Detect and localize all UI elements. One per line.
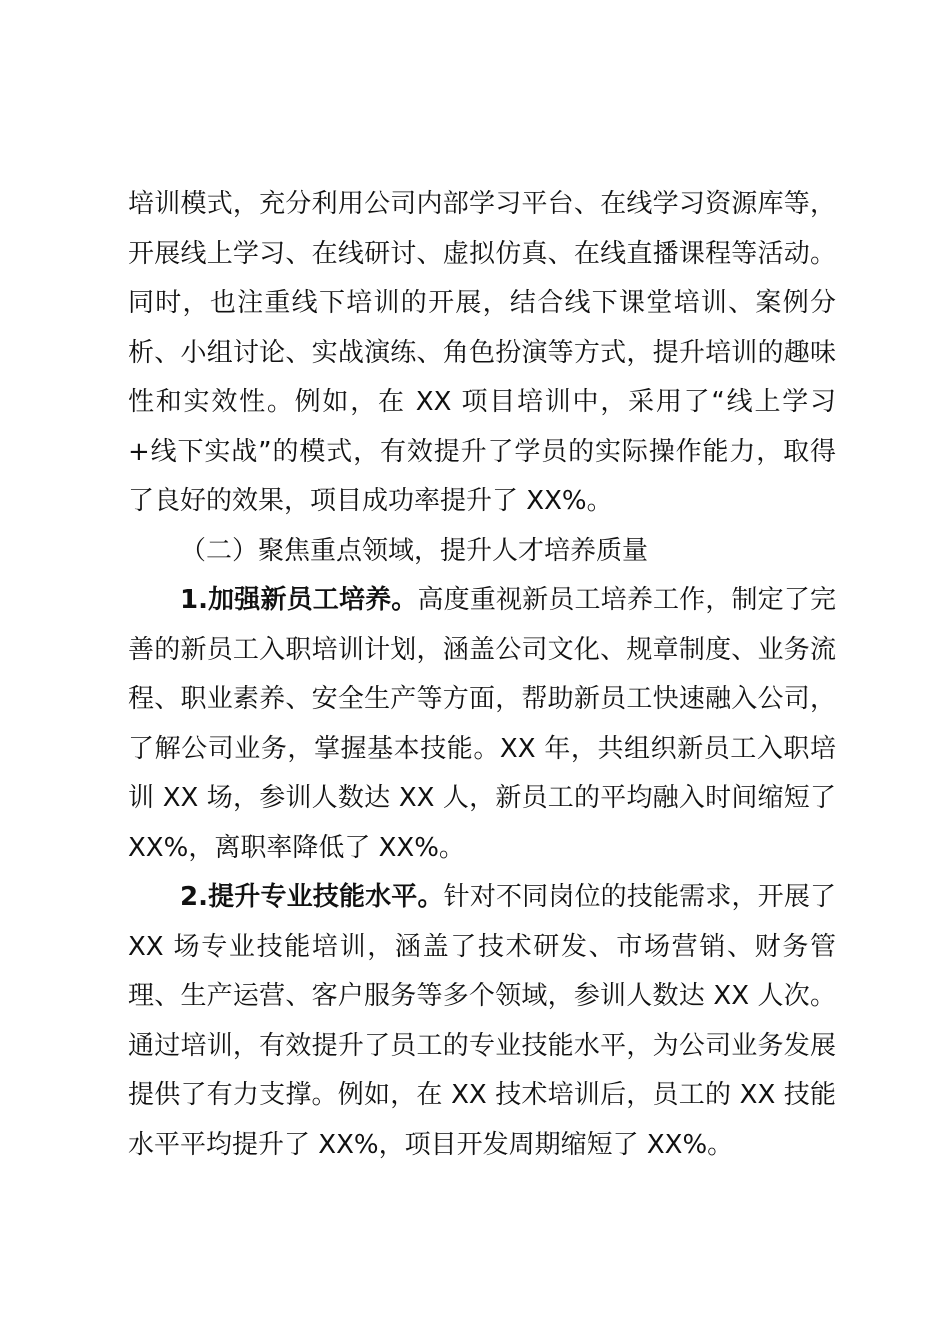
section-heading-text: （二）聚焦重点领域，提升人才培养质量 <box>180 535 649 566</box>
paragraph-text: 针对不同岗位的技能需求，开展了 XX 场专业技能培训，涵盖了技术研发、市场营销、财务管理、生产运营、客户服务等多个领域，参训人数达 XX 人次。通过培训，有效提升了员工的专业技能水平，为公司业务发展提供了有力支撑。例如，在 XX 技术培训后，员工的 XX 技能水平平均提升了 XX%，项目开发周期缩短了 XX%。 <box>128 882 836 1160</box>
paragraph-text: 高度重视新员工培养工作，制定了完善的新员工入职培训计划，涵盖公司文化、规章制度、业务流程、职业素养、安全生产等方面，帮助新员工快速融入公司，了解公司业务，掌握基本技能。XX 年，共组织新员工入职培训 XX 场，参训人数达 XX 人，新员工的平均融入时间缩短了 XX%，离职率降低了 XX%。 <box>128 585 836 863</box>
paragraph-lead: 1.加强新员工培养。 <box>180 585 418 615</box>
paragraph-professional-skills <box>128 873 836 1170</box>
section-heading <box>128 527 836 577</box>
paragraph-text: 培训模式，充分利用公司内部学习平台、在线学习资源库等，开展线上学习、在线研讨、虚拟仿真、在线直播课程等活动。同时，也注重线下培训的开展，结合线下课堂培训、案例分析、小组讨论、实战演练、角色扮演等方式，提升培训的趣味性和实效性。例如，在 XX 项目培训中，采用了“线上学习+线下实战”的模式，有效提升了学员的实际操作能力，取得了良好的效果，项目成功率提升了 XX%。 <box>128 189 836 516</box>
paragraph-lead: 2.提升专业技能水平。 <box>180 882 444 912</box>
paragraph-training-mode <box>128 180 836 527</box>
paragraph-new-employee-training <box>128 576 836 873</box>
document-body <box>128 180 836 1170</box>
